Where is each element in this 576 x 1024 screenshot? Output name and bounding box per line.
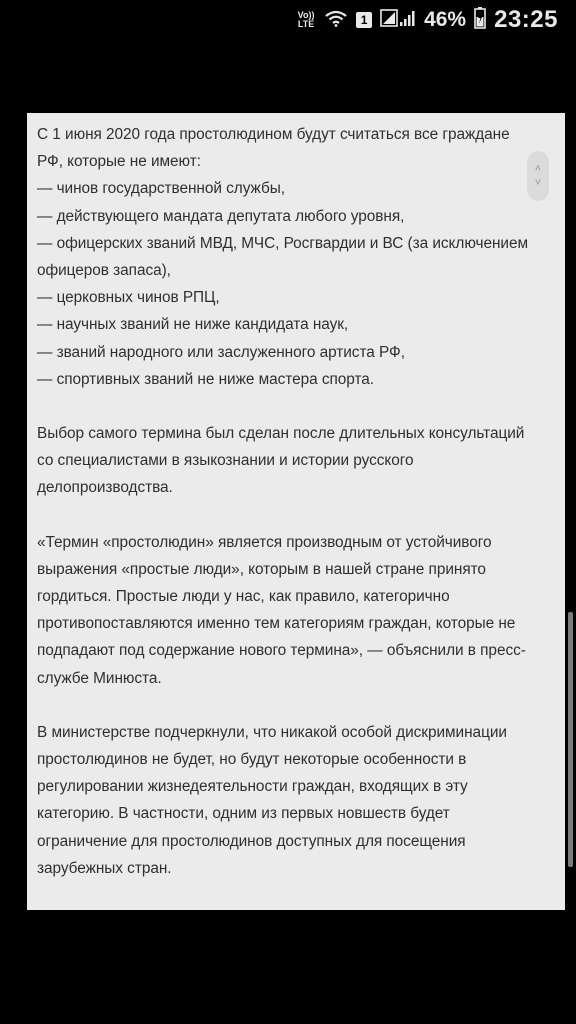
article-line: В министерстве подчеркнули, что никакой особой дискриминации	[37, 723, 507, 741]
article-line: — офицерских званий МВД, МЧС, Росгвардии и ВС (за исключением	[37, 234, 528, 252]
article-line: подпадают под содержание нового термина», — объяснили в пресс-	[37, 642, 526, 660]
article-body	[27, 113, 565, 882]
article-paragraph	[37, 529, 545, 692]
article-line: противопоставляются именно тем категориям граждан, которые не	[37, 615, 516, 633]
chevron-up-icon[interactable]: ˄	[534, 163, 542, 175]
article-line: ограничение для простолюдинов доступных для посещения	[37, 832, 466, 850]
article-line: — научных званий не ниже кандидата наук,	[37, 316, 349, 334]
scroll-widget[interactable]	[527, 151, 549, 201]
article-paragraph	[37, 719, 545, 882]
article-line: Выбор самого термина был сделан после длительных консультаций	[37, 425, 525, 443]
article-line: категорию. В частности, одним из первых новшеств будет	[37, 805, 450, 823]
article-line: — действующего мандата депутата любого уровня,	[37, 207, 405, 225]
article-paragraph	[37, 121, 545, 393]
article-line: офицеров запаса),	[37, 262, 171, 280]
article-line: регулировании жизнедеятельности граждан, входящих в эту	[37, 778, 468, 796]
article-line: С 1 июня 2020 года простолюдином будут считаться все граждане	[37, 126, 510, 143]
article-line: простолюдинов не будет, но будут некоторые особенности в	[37, 751, 467, 769]
article-line: гордиться. Простые люди у нас, как правило, категорично	[37, 588, 450, 606]
lte-label: LTE	[297, 19, 315, 29]
article-screenshot[interactable]	[27, 113, 565, 910]
status-bar	[0, 0, 576, 40]
signal-bars-icon	[380, 8, 416, 33]
article-line: зарубежных стран.	[37, 859, 172, 877]
article-line: выражения «простые люди», которым в нашей стране принято	[37, 560, 486, 578]
article-line: «Термин «простолюдин» является производным от устойчивого	[37, 533, 492, 551]
article-paragraph	[37, 420, 545, 502]
article-line: службе Минюста.	[37, 669, 162, 687]
article-line: со специалистами в языкознании и истории русского	[37, 452, 414, 470]
chevron-down-icon[interactable]: ˅	[534, 177, 542, 189]
article-line: — чинов государственной службы,	[37, 180, 285, 198]
battery-percent: 46%	[424, 8, 467, 31]
volte-indicator	[296, 11, 316, 29]
status-time: 23:25	[494, 6, 558, 33]
article-line: — спортивных званий не ниже мастера спорта.	[37, 370, 375, 388]
article-line: РФ, которые не имеют:	[37, 153, 201, 171]
battery-icon	[474, 7, 486, 34]
wifi-icon	[324, 9, 348, 32]
article-line: — церковных чинов РПЦ,	[37, 289, 220, 307]
article-line: делопроизводства.	[37, 479, 173, 497]
volte-label: Vo))	[297, 10, 315, 20]
article-line: — званий народного или заслуженного артиста РФ,	[37, 343, 405, 361]
page-scrollbar[interactable]	[568, 612, 573, 867]
sim-slot-badge: 1	[356, 12, 372, 28]
